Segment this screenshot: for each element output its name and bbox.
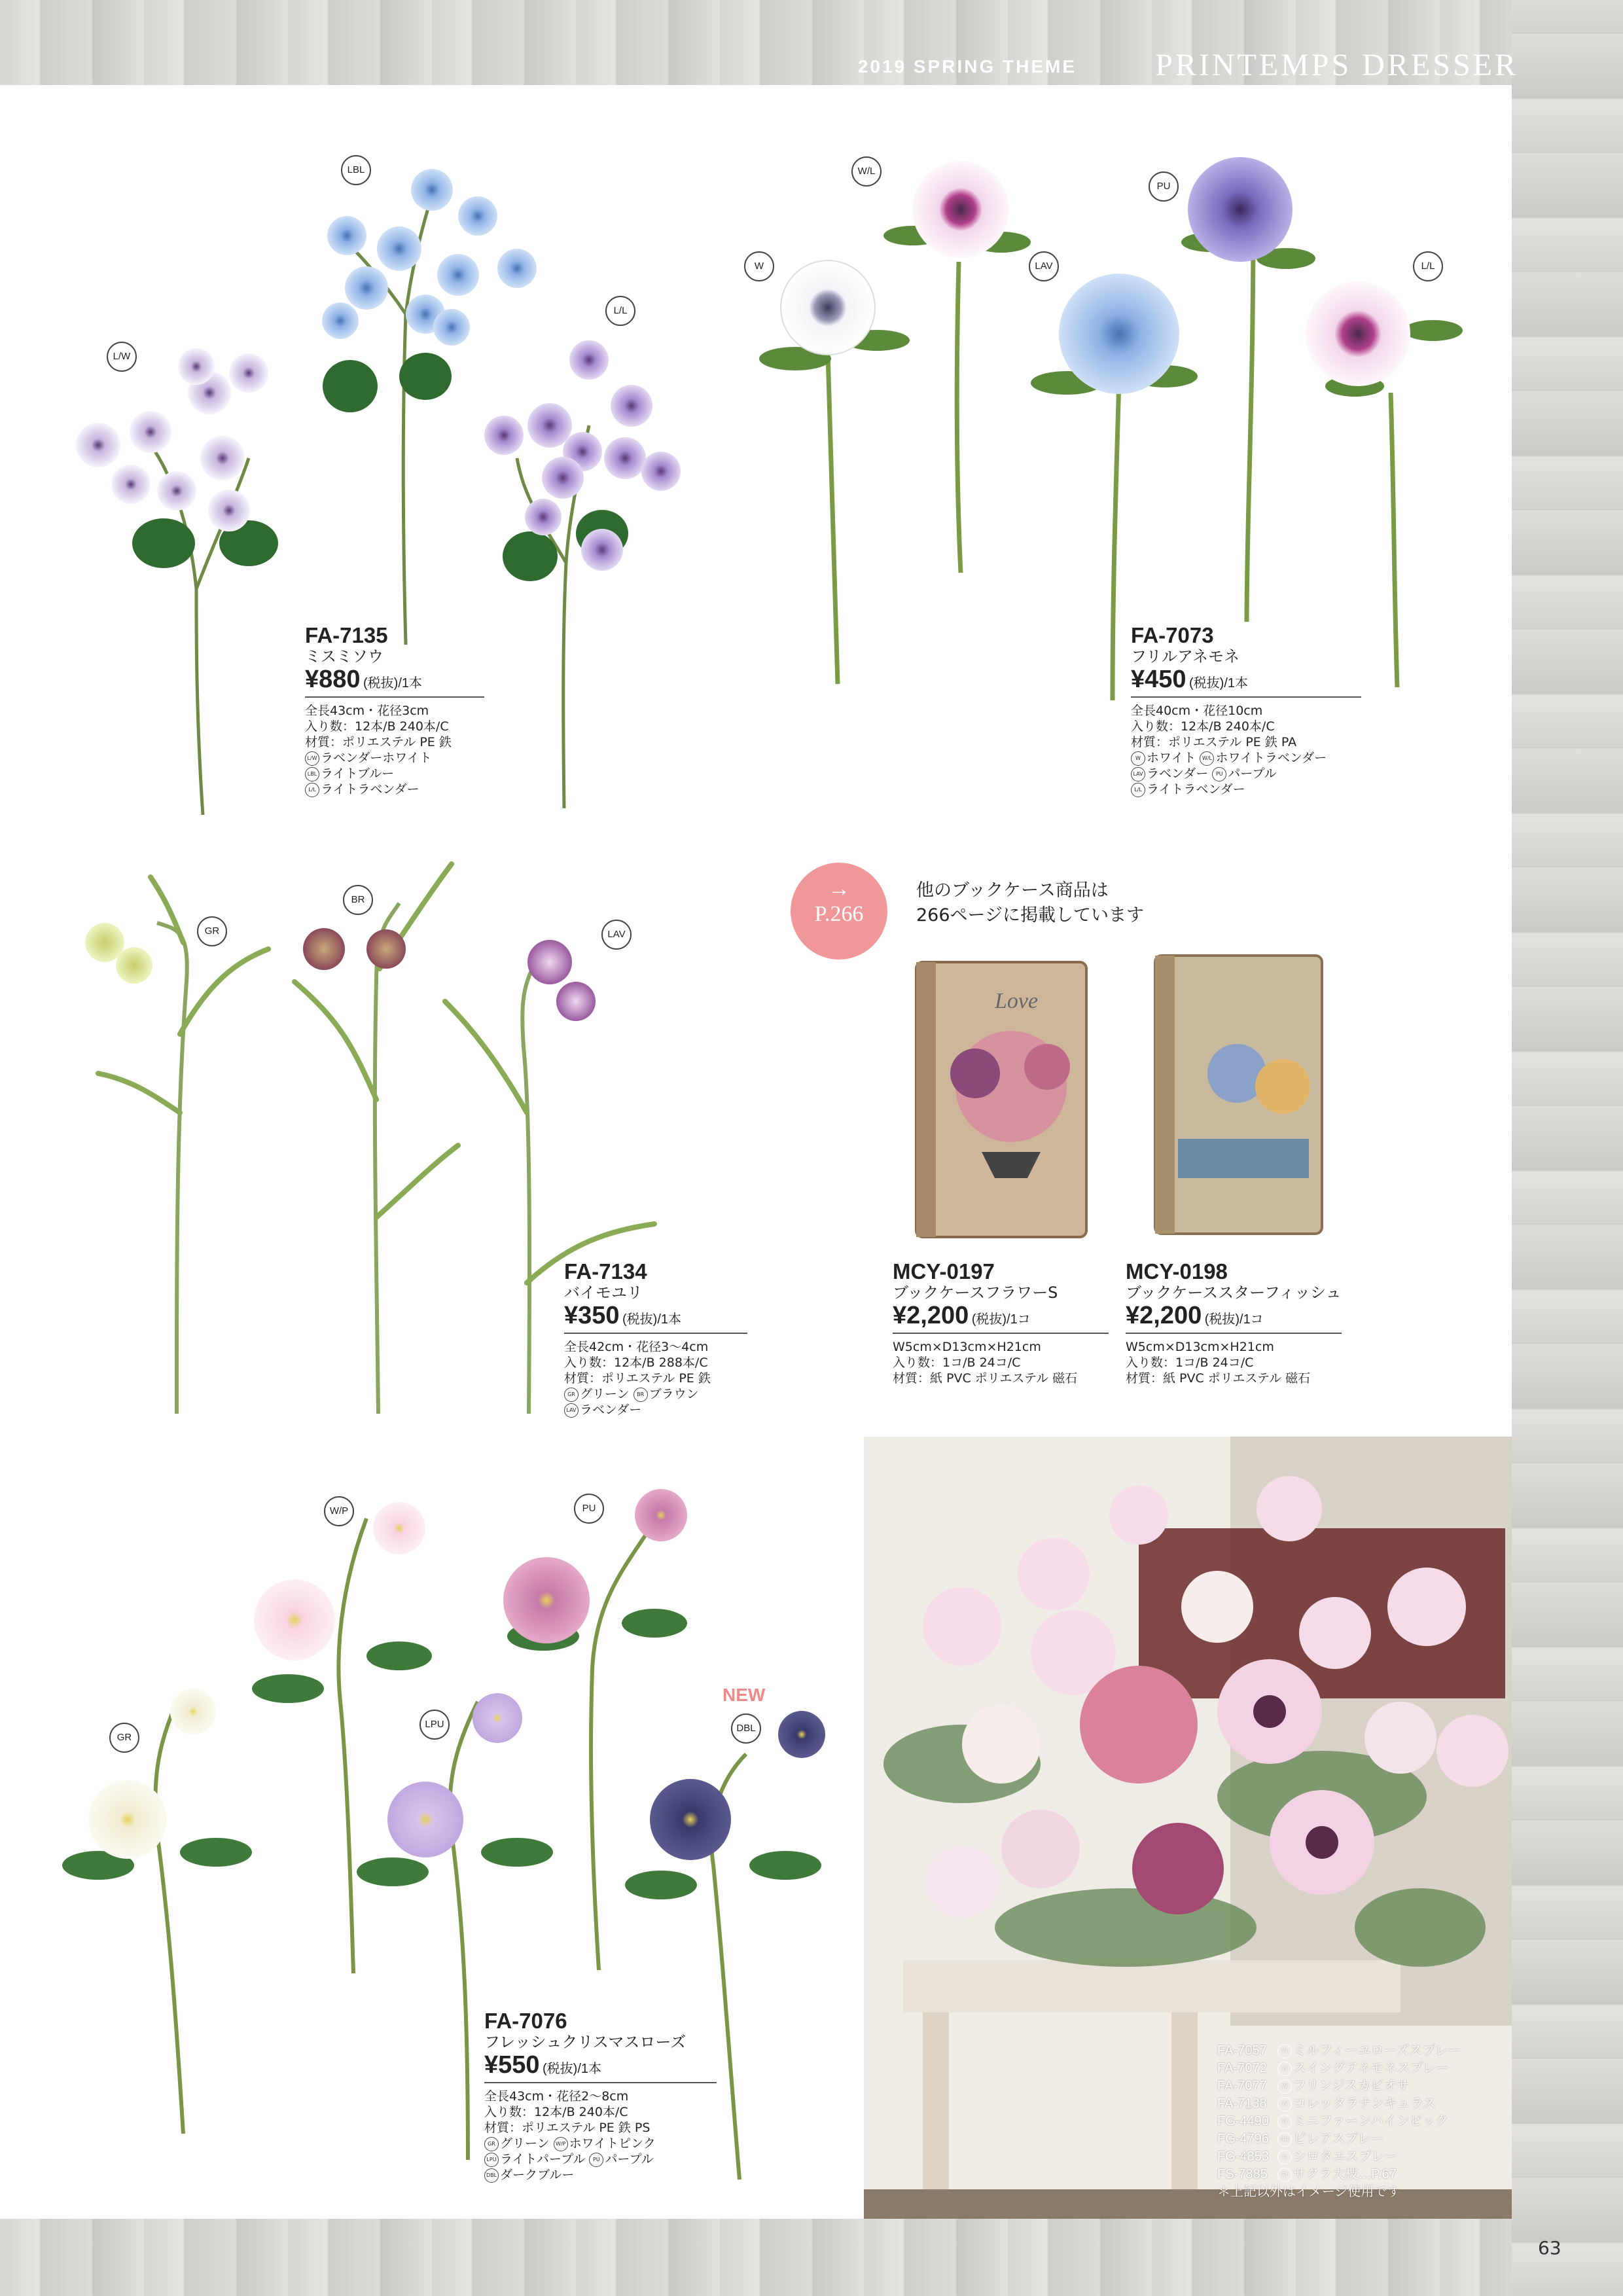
- color-option-line: [564, 1386, 747, 1402]
- label-pu-7076: PU: [574, 1494, 604, 1524]
- label-gr-7076: GR: [109, 1723, 139, 1753]
- color-label: グリーン: [500, 2136, 550, 2151]
- item-tag: W: [1277, 2115, 1292, 2129]
- spec-size: W5cm×D13cm×H21cm: [893, 1340, 1041, 1354]
- spec-quantity: 入り数：12本/B 240本/C: [305, 719, 449, 734]
- product-price: ¥550: [484, 2051, 540, 2079]
- spec-material: 材質：ポリエステル PE 鉄 PS: [484, 2121, 651, 2135]
- product-name: フレッシュクリスマスローズ: [484, 2033, 687, 2051]
- color-tag: DBL: [484, 2168, 499, 2183]
- color-tag: PU: [589, 2153, 603, 2167]
- color-label: ブラウン: [649, 1387, 699, 1401]
- price-line: [564, 1302, 747, 1334]
- color-tag: BR: [633, 1388, 648, 1402]
- item-tag: W: [1277, 2079, 1292, 2094]
- item-tag: G: [1277, 2150, 1292, 2164]
- item-name: ピレアスプレー: [1293, 2132, 1384, 2146]
- color-label: ホワイトラベンダー: [1215, 751, 1327, 765]
- product-price: ¥450: [1131, 666, 1186, 693]
- color-label: ライトブルー: [321, 766, 395, 781]
- product-name: バイモユリ: [564, 1283, 643, 1302]
- item-tag: W: [1277, 2097, 1292, 2111]
- price-line: [484, 2051, 717, 2083]
- color-tag: PU: [1212, 767, 1226, 781]
- color-option-line: [1131, 781, 1361, 797]
- product-price: ¥880: [305, 666, 361, 693]
- product-price: ¥2,200: [893, 1302, 969, 1329]
- spec-size: 全長43cm・花径3cm: [305, 704, 429, 718]
- color-label: ライトパープル: [500, 2152, 586, 2166]
- spec-material: 材質：ポリエステル PE 鉄: [564, 1371, 711, 1386]
- color-tag: GR: [484, 2137, 499, 2151]
- item-code: FA-7077: [1217, 2079, 1267, 2093]
- anemone-w: [781, 260, 875, 355]
- spec-material: 材質：紙 PVC ポリエステル 磁石: [1126, 1371, 1311, 1386]
- color-tag: W/P: [554, 2137, 568, 2151]
- spec-quantity: 入り数：1コ/B 24コ/C: [1126, 1355, 1254, 1370]
- label-br: BR: [343, 885, 373, 915]
- product-fa7073: [1131, 624, 1361, 797]
- baimo-lav-2: [556, 982, 596, 1021]
- item-code: FA-7138: [1217, 2096, 1267, 2111]
- list-item: [1217, 2113, 1461, 2130]
- spec-quantity: 入り数：12本/B 288本/C: [564, 1355, 708, 1370]
- label-lpu: LPU: [419, 1710, 450, 1740]
- spec-quantity: 入り数：1コ/B 24コ/C: [893, 1355, 1021, 1370]
- item-name: ミニファーンハインビック: [1293, 2114, 1448, 2128]
- label-ll-7135: L/L: [605, 296, 635, 326]
- color-option-line: [1131, 750, 1361, 766]
- spec-material: 材質：ポリエステル PE 鉄: [305, 735, 452, 749]
- item-tag: W: [1277, 2062, 1292, 2076]
- price-tax: (税抜)/1コ: [971, 1312, 1031, 1327]
- rose-dbl: [650, 1779, 731, 1860]
- list-item: [1217, 2077, 1461, 2095]
- label-lw: L/W: [107, 342, 137, 372]
- label-wp: W/P: [324, 1496, 354, 1526]
- color-label: ホワイトピンク: [569, 2136, 656, 2151]
- price-tax: (税抜)/1本: [622, 1312, 681, 1327]
- rose-lpu-2: [473, 1693, 522, 1743]
- color-option-line: [484, 2136, 717, 2151]
- spec-quantity: 入り数：12本/B 240本/C: [1131, 719, 1275, 734]
- label-pu-7073: PU: [1149, 171, 1179, 202]
- color-option-line: [564, 1402, 747, 1418]
- item-name: フリンジスカビオサ: [1293, 2079, 1410, 2093]
- list-item: [1217, 2166, 1461, 2183]
- anemone-ll: [1306, 281, 1410, 386]
- product-mcy0198: [1126, 1260, 1342, 1386]
- product-name: ブックケースフラワーS: [893, 1283, 1058, 1302]
- fa7135-lbl-flowers: [322, 169, 537, 346]
- color-label: ラベンダー: [580, 1403, 642, 1417]
- color-tag: L/W: [305, 751, 319, 766]
- rose-pu: [503, 1557, 590, 1643]
- item-name: ミルフィーユローズスプレー: [1293, 2043, 1461, 2058]
- color-label: ラベンダー: [1147, 766, 1209, 781]
- item-name: シロタエスプレー: [1293, 2149, 1398, 2164]
- color-tag: W/L: [1200, 751, 1214, 766]
- label-w: W: [744, 251, 774, 281]
- item-name: スイングアネモネスプレー: [1293, 2061, 1449, 2075]
- color-tag: LAV: [1131, 767, 1145, 781]
- product-name: ミスミソウ: [305, 647, 383, 666]
- color-tag: LAV: [564, 1403, 579, 1418]
- label-wl: W/L: [851, 156, 882, 187]
- spec-size: 全長42cm・花径3〜4cm: [564, 1340, 709, 1354]
- reference-note: [916, 878, 1144, 928]
- color-label: ダークブルー: [500, 2168, 575, 2182]
- color-label: グリーン: [580, 1387, 630, 1401]
- rose-pu-2: [635, 1489, 687, 1541]
- item-tag: PI: [1277, 2168, 1292, 2182]
- header-theme: 2019 SPRING THEME: [857, 56, 1077, 77]
- color-label: ライトラベンダー: [1147, 782, 1245, 797]
- baimo-lav-1: [527, 940, 572, 984]
- item-code: FG-4490: [1217, 2114, 1269, 2128]
- anemone-pu: [1188, 157, 1293, 262]
- product-code: FA-7135: [305, 623, 388, 647]
- color-label: パープル: [1228, 766, 1277, 781]
- label-lav-7073: LAV: [1029, 251, 1059, 281]
- photo-note: ＊上記以外はイメージ使用です: [1217, 2185, 1400, 2199]
- color-option: [305, 766, 484, 781]
- reference-note-line1: 他のブックケース商品は: [916, 880, 1109, 901]
- color-option-line: [484, 2167, 717, 2183]
- new-badge: NEW: [722, 1685, 766, 1705]
- rose-gr-2: [170, 1689, 216, 1734]
- item-tag: GR: [1277, 2132, 1292, 2147]
- rose-wp: [254, 1579, 335, 1660]
- product-fa7076: [484, 2009, 717, 2183]
- label-gr-7134: GR: [197, 916, 227, 946]
- product-code: FA-7073: [1131, 623, 1214, 647]
- label-lav-7134: LAV: [601, 920, 632, 950]
- spec-size: 全長43cm・花径2〜8cm: [484, 2089, 629, 2104]
- color-label: ラベンダーホワイト: [321, 751, 432, 765]
- label-ll-7073: L/L: [1413, 251, 1443, 281]
- color-tag: GR: [564, 1388, 579, 1402]
- product-code: FA-7076: [484, 2009, 567, 2033]
- fa7135-lw-flowers: [76, 348, 268, 531]
- color-option-line: [1131, 766, 1361, 781]
- fa7134-stems: [157, 903, 543, 1414]
- rose-gr: [88, 1780, 167, 1859]
- page-reference-badge: [791, 863, 887, 960]
- price-tax: (税抜)/1コ: [1204, 1312, 1264, 1327]
- rose-dbl-2: [778, 1711, 825, 1758]
- spec-material: 材質：ポリエステル PE 鉄 PA: [1131, 735, 1297, 749]
- baimo-br-1: [303, 928, 345, 970]
- spec-material: 材質：紙 PVC ポリエステル 磁石: [893, 1371, 1078, 1386]
- label-lbl: LBL: [341, 155, 371, 185]
- color-label: パープル: [605, 2152, 654, 2166]
- page-number: 63: [1538, 2237, 1561, 2259]
- color-label: ライトラベンダー: [321, 782, 419, 797]
- list-item: [1217, 2060, 1461, 2077]
- product-name: フリルアネモネ: [1131, 647, 1240, 666]
- product-mcy0197: [893, 1260, 1109, 1386]
- product-fa7134: [564, 1260, 747, 1418]
- color-option: [305, 750, 484, 766]
- product-price: ¥350: [564, 1302, 620, 1329]
- list-item: [1217, 2095, 1461, 2113]
- color-option-line: [484, 2151, 717, 2167]
- item-name: サクラ大枝…P.67: [1293, 2167, 1397, 2181]
- baimo-gr-2: [116, 947, 152, 984]
- price-tax: (税抜)/1本: [543, 2062, 601, 2076]
- price-tax: (税抜)/1本: [363, 676, 422, 691]
- product-fa7135: [305, 624, 484, 797]
- spec-size: W5cm×D13cm×H21cm: [1126, 1340, 1274, 1354]
- product-code: MCY-0197: [893, 1259, 995, 1283]
- book-mcy0198: [1155, 956, 1322, 1234]
- arrow-right-icon: →: [828, 877, 850, 901]
- price-line: [893, 1302, 1109, 1334]
- anemone-lav: [1059, 274, 1179, 394]
- baimo-br-2: [366, 929, 406, 969]
- item-code: FA-7072: [1217, 2061, 1267, 2075]
- color-tag: LPU: [484, 2153, 499, 2167]
- product-name: ブックケーススターフィッシュ: [1126, 1283, 1342, 1302]
- price-line: [305, 666, 484, 698]
- color-tag: LBL: [305, 767, 319, 781]
- list-item: [1217, 2042, 1461, 2060]
- item-code: FA-7057: [1217, 2043, 1267, 2058]
- item-code: FG-4796: [1217, 2132, 1269, 2146]
- product-price: ¥2,200: [1126, 1302, 1202, 1329]
- rose-lpu: [387, 1782, 463, 1857]
- list-item: [1217, 2148, 1461, 2166]
- header-title: PRINTEMPS DRESSER: [1155, 48, 1518, 82]
- item-code: FG-4853: [1217, 2149, 1269, 2164]
- item-tag: PI: [1277, 2044, 1292, 2058]
- price-line: [1131, 666, 1361, 698]
- color-tag: W: [1131, 751, 1145, 766]
- item-name: コレッタラナンキュラス: [1293, 2096, 1436, 2111]
- book-cover-title: Love: [995, 989, 1039, 1013]
- anemone-wl: [912, 161, 1009, 258]
- item-code: FS-7885: [1217, 2167, 1268, 2181]
- color-label: ホワイト: [1147, 751, 1196, 765]
- rose-wp-2: [373, 1502, 425, 1554]
- price-line: [1126, 1302, 1342, 1334]
- list-item: [1217, 2130, 1461, 2148]
- spec-quantity: 入り数：12本/B 240本/C: [484, 2105, 628, 2119]
- reference-page: P.266: [814, 902, 864, 926]
- color-tag: L/L: [305, 783, 319, 797]
- price-tax: (税抜)/1本: [1189, 676, 1248, 691]
- product-code: MCY-0198: [1126, 1259, 1228, 1283]
- color-option: [305, 781, 484, 797]
- arrangement-item-list: [1217, 2042, 1461, 2201]
- color-tag: L/L: [1131, 783, 1145, 797]
- reference-note-line2: 266ページに掲載しています: [916, 905, 1144, 925]
- label-dbl: DBL: [731, 1713, 761, 1744]
- product-code: FA-7134: [564, 1259, 647, 1283]
- spec-size: 全長40cm・花径10cm: [1131, 704, 1263, 718]
